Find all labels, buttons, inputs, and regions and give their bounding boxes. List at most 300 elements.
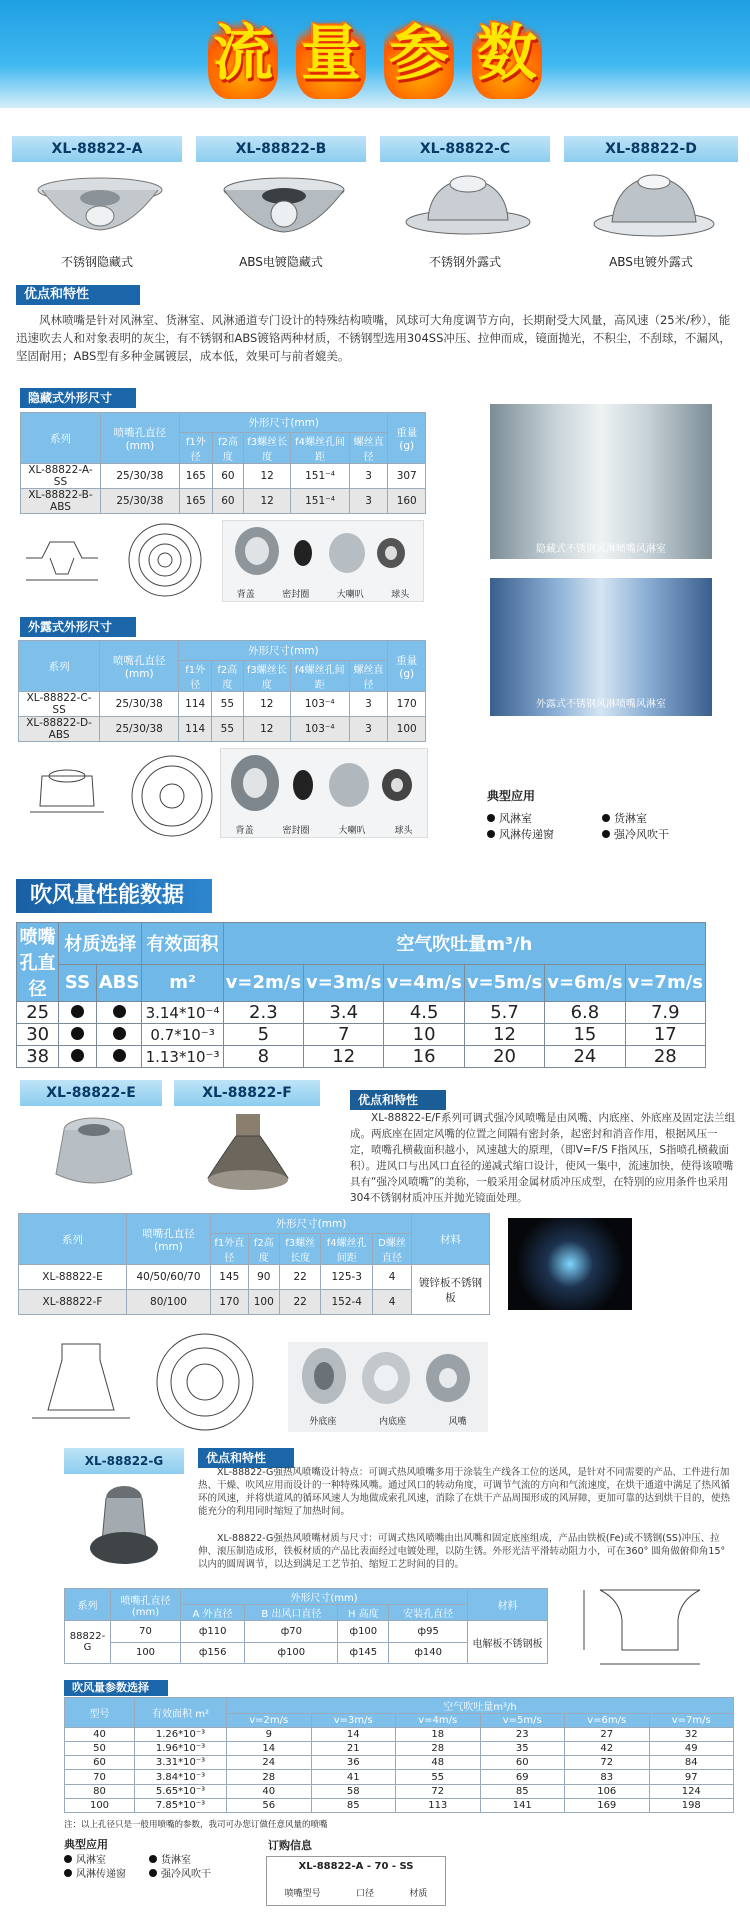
- cell: 38: [17, 1046, 59, 1068]
- col-d2: f2高度: [212, 433, 243, 464]
- cell: 3: [349, 717, 388, 742]
- cell: 35: [480, 1742, 565, 1756]
- col-d5: D螺丝直径: [373, 1234, 412, 1265]
- col-dims: 外形尺寸(mm): [179, 413, 388, 433]
- cell: 25/30/38: [100, 717, 179, 742]
- part-label: 密封圈: [282, 590, 310, 600]
- table-row: [65, 1742, 734, 1756]
- cell: 151⁻⁴: [291, 489, 350, 514]
- caption-b: ABS电镀隐藏式: [239, 255, 323, 269]
- g-perf-heading: 吹风量参数选择: [64, 1680, 168, 1696]
- dot-icon: [113, 1049, 126, 1062]
- cell: 83: [565, 1770, 650, 1784]
- cell: 15: [545, 1024, 625, 1046]
- list-item-label: 风淋传递窗: [499, 828, 554, 841]
- features-text: 风林喷嘴是针对风淋室、货淋室、风淋通道专门设计的特殊结构喷嘴，风球可大角度调节方向，长期耐受大风量，高风速（25米/秒），能迅速吹去人和对象表明的灰尘，有不锈钢和ABS镀铬两种材质，不锈钢型选用304SS冲压、拉伸而成，镜面抛光，不积尘，不刮球，不漏风，坚固耐用；ABS型有多种金属镀层，成本低，效果可与前者媲美。: [16, 313, 731, 363]
- cell: 25/30/38: [100, 464, 179, 489]
- features-heading: 优点和特性: [16, 285, 140, 305]
- cell: 4: [373, 1290, 412, 1315]
- cell: 60: [212, 489, 243, 514]
- cell: 60: [480, 1756, 565, 1770]
- cell: 56: [227, 1798, 312, 1812]
- cell: 145: [211, 1265, 249, 1290]
- cell: 55: [212, 717, 243, 742]
- part-label: 球头: [391, 590, 410, 600]
- photo-caption: 外露式不锈钢风淋喷嘴风淋室: [536, 699, 666, 710]
- hidden-dims-heading: 隐藏式外形尺寸: [20, 388, 136, 408]
- g-dims-table: [64, 1588, 548, 1664]
- cell: 20: [464, 1046, 544, 1068]
- cell: 114: [179, 717, 212, 742]
- cell: ф70: [245, 1621, 338, 1643]
- cell: 97: [649, 1770, 734, 1784]
- col-series: 系列: [19, 641, 100, 692]
- part-label: 大喇叭: [336, 590, 364, 600]
- model-tab-d: XL-88822-D: [564, 136, 738, 162]
- cell: 48: [396, 1756, 481, 1770]
- cell: [96, 1002, 142, 1024]
- cell: 55: [396, 1770, 481, 1784]
- cell: 40/50/60/70: [127, 1265, 211, 1290]
- cell: 165: [179, 489, 212, 514]
- cell: 170: [211, 1290, 249, 1315]
- table-row: [65, 1784, 734, 1798]
- cell: XL-88822-A-SS: [21, 464, 101, 489]
- cell: 170: [388, 692, 426, 717]
- cell: 72: [565, 1756, 650, 1770]
- table-row: [17, 1046, 706, 1068]
- order-box: [266, 1856, 446, 1906]
- cell: XL-88822-E: [19, 1265, 127, 1290]
- exposed-air-shower-photo: [490, 578, 712, 716]
- cell: 25/30/38: [100, 692, 179, 717]
- list-item: [602, 827, 717, 843]
- order-label: 材质: [409, 1889, 428, 1899]
- photo-caption: 隐藏式不锈钢风淋喷嘴风淋室: [536, 544, 666, 555]
- table-row: [65, 1621, 548, 1643]
- performance-table: [16, 922, 706, 1068]
- col-ss: SS: [59, 964, 96, 1001]
- cell: 27: [565, 1728, 650, 1742]
- col-speed: v=6m/s: [545, 964, 625, 1001]
- cell: 12: [244, 464, 291, 489]
- cell: 152-4: [321, 1290, 373, 1315]
- cell: 25: [17, 1002, 59, 1024]
- col-d1: f1外直径: [211, 1234, 249, 1265]
- cell: [59, 1002, 96, 1024]
- cell: 3: [349, 464, 388, 489]
- cell: 41: [311, 1770, 396, 1784]
- col-b: B 出风口直径: [245, 1605, 338, 1621]
- cell: 60: [212, 464, 243, 489]
- hidden-parts-drawing: [223, 521, 423, 583]
- cell: 60: [65, 1756, 135, 1770]
- cell: 28: [396, 1742, 481, 1756]
- col-speed: v=7m/s: [625, 964, 705, 1001]
- list-item: [602, 811, 717, 827]
- list-item-label: 强冷风吹干: [614, 828, 669, 841]
- table-row: [19, 717, 426, 742]
- cell: 114: [179, 692, 212, 717]
- g-perf-note: 注：以上孔径只是一般用喷嘴的参数，我司可办您订做任意风量的喷嘴: [64, 1820, 328, 1830]
- col-speed: v=7m/s: [649, 1714, 734, 1728]
- cell: 2.3: [223, 1002, 303, 1024]
- model-tab-c: XL-88822-C: [380, 136, 550, 162]
- table-row: [19, 692, 426, 717]
- cell: 42: [565, 1742, 650, 1756]
- col-series: 系列: [65, 1589, 111, 1621]
- col-weight: 重量(g): [388, 641, 426, 692]
- title-char: 量: [296, 9, 366, 99]
- cell: 5.65*10⁻³: [135, 1784, 227, 1798]
- list-item: [487, 811, 602, 827]
- cell: 106: [565, 1784, 650, 1798]
- cell: 12: [304, 1046, 384, 1068]
- title-char: 参: [384, 9, 454, 99]
- cell: 307: [388, 464, 426, 489]
- cell: 3: [349, 692, 388, 717]
- cell: 49: [649, 1742, 734, 1756]
- cell: 10: [384, 1024, 464, 1046]
- cell: 40: [65, 1728, 135, 1742]
- g-perf-table: [64, 1697, 734, 1813]
- order-heading: 订购信息: [268, 1839, 312, 1852]
- model-tab-g: XL-88822-G: [64, 1448, 184, 1474]
- features2-heading: 优点和特性: [350, 1090, 446, 1110]
- ef-tunnel-photo: [508, 1218, 632, 1310]
- cell: 85: [480, 1784, 565, 1798]
- cell: 14: [311, 1728, 396, 1742]
- list-item-label: 风淋室: [76, 1855, 106, 1866]
- cell: 100: [388, 717, 426, 742]
- model-tab-e: XL-88822-E: [20, 1080, 162, 1106]
- model-tab-a: XL-88822-A: [12, 136, 182, 162]
- col-speed: v=2m/s: [223, 964, 303, 1001]
- part-label: 风嘴: [448, 1417, 467, 1427]
- cell: 113: [396, 1798, 481, 1812]
- col-d5: 螺丝直径: [349, 433, 388, 464]
- cell: XL-88822-F: [19, 1290, 127, 1315]
- cell: 4: [373, 1265, 412, 1290]
- col-nozzle: 喷嘴孔直径(mm): [111, 1589, 181, 1621]
- cell: 8: [223, 1046, 303, 1068]
- cell: 84: [649, 1756, 734, 1770]
- cell: 100: [248, 1290, 279, 1315]
- cell: 32: [649, 1728, 734, 1742]
- cell: 69: [480, 1770, 565, 1784]
- cell: [59, 1024, 96, 1046]
- features3-text2: XL-88822-G强热风喷嘴材质与尺寸：可调式热风喷嘴由出风嘴和固定底座组成，产品由铁板(Fe)或不锈钢(SS)冲压、拉伸、滚压制造成形，铁板材质的产品比表面经过电镀处理，以防生锈。外形光洁平滑转动阻力小，可在360° 圆角做俯仰角15° 以内的圆周调节，以达到满足工艺节拍、缩短工艺时间的目的。: [198, 1533, 726, 1570]
- cell: 165: [179, 464, 212, 489]
- col-area: 有效面积: [142, 923, 223, 965]
- cell: 58: [311, 1784, 396, 1798]
- col-d2: f2高度: [248, 1234, 279, 1265]
- cell: 18: [396, 1728, 481, 1742]
- table-row: [65, 1756, 734, 1770]
- cell: 40: [227, 1784, 312, 1798]
- typical-apps-list: [487, 811, 717, 843]
- nozzle-f-image: [198, 1108, 298, 1198]
- title-char: 流: [208, 9, 278, 99]
- cell: ф100: [338, 1621, 389, 1643]
- model-tab-f: XL-88822-F: [174, 1080, 320, 1106]
- list-item-label: 风淋传递窗: [76, 1869, 126, 1880]
- cell: 3.4: [304, 1002, 384, 1024]
- order-code: XL-88822-A - 70 - SS: [298, 1861, 414, 1872]
- typical-apps2-heading: 典型应用: [64, 1838, 108, 1851]
- cell: 7.9: [625, 1002, 705, 1024]
- hidden-top-diagram: [120, 520, 210, 600]
- cell: 21: [311, 1742, 396, 1756]
- cell: 5.7: [464, 1002, 544, 1024]
- cell: 160: [388, 489, 426, 514]
- cell: ф145: [338, 1642, 389, 1664]
- ef-top-diagram: [150, 1330, 260, 1434]
- cell: 125-3: [321, 1265, 373, 1290]
- cell: 12: [243, 692, 290, 717]
- cell: 169: [565, 1798, 650, 1812]
- cell: 103⁻⁴: [290, 692, 349, 717]
- cell: 24: [545, 1046, 625, 1068]
- col-d2: f2高度: [212, 661, 243, 692]
- part-label: 背盖: [235, 826, 254, 836]
- col-area: 有效面积 m²: [135, 1698, 227, 1728]
- part-label: 内底座: [378, 1417, 406, 1427]
- col-speed: v=4m/s: [384, 964, 464, 1001]
- cell: 28: [227, 1770, 312, 1784]
- col-d1: f1外径: [179, 433, 212, 464]
- part-label: 密封圈: [282, 826, 310, 836]
- col-h: H 高度: [338, 1605, 389, 1621]
- dot-icon: [71, 1005, 84, 1018]
- g-dimension-diagram: [570, 1580, 730, 1676]
- col-type: 型号: [65, 1698, 135, 1728]
- cell: 100: [65, 1798, 135, 1812]
- cell: ф95: [389, 1621, 468, 1643]
- cell: XL-88822-D-ABS: [19, 717, 100, 742]
- table-row: [65, 1770, 734, 1784]
- page-title: [0, 0, 750, 108]
- dot-icon: [71, 1049, 84, 1062]
- col-speed: v=5m/s: [464, 964, 544, 1001]
- col-d3: f3螺丝长度: [279, 1234, 321, 1265]
- exposed-dims-table: [18, 640, 426, 742]
- exposed-parts-photo: [220, 748, 428, 838]
- cell: 80/100: [127, 1290, 211, 1315]
- cell: 7: [304, 1024, 384, 1046]
- part-label: 外底座: [309, 1417, 337, 1427]
- hidden-dims-table: [20, 412, 426, 514]
- cell: 14: [227, 1742, 312, 1756]
- cell: 9: [227, 1728, 312, 1742]
- part-label: 球头: [394, 826, 413, 836]
- series-cell: 88822-G: [65, 1621, 111, 1664]
- cell: XL-88822-B-ABS: [21, 489, 101, 514]
- cell: 151⁻⁴: [291, 464, 350, 489]
- order-label: 喷嘴型号: [284, 1889, 321, 1899]
- cell: 4.5: [384, 1002, 464, 1024]
- cell: 80: [65, 1784, 135, 1798]
- table-row: [17, 1002, 706, 1024]
- col-speed: v=3m/s: [311, 1714, 396, 1728]
- cell: XL-88822-C-SS: [19, 692, 100, 717]
- col-d4: f4螺丝孔间距: [290, 661, 349, 692]
- col-dims: 外形尺寸(mm): [181, 1589, 468, 1605]
- cell: 72: [396, 1784, 481, 1798]
- col-nozzle: 喷嘴孔直径(mm): [127, 1214, 211, 1265]
- cell: 12: [243, 717, 290, 742]
- list-item-label: 强冷风吹干: [161, 1869, 211, 1880]
- dot-icon: [113, 1005, 126, 1018]
- exposed-parts-drawing: [221, 749, 427, 819]
- col-series: 系列: [21, 413, 101, 464]
- col-series: 系列: [19, 1214, 127, 1265]
- list-item-label: 货淋室: [161, 1855, 191, 1866]
- exposed-dims-heading: 外露式外形尺寸: [20, 617, 136, 637]
- cell: 141: [480, 1798, 565, 1812]
- table-row: [17, 1024, 706, 1046]
- hidden-side-diagram: [22, 528, 102, 588]
- list-item: [149, 1854, 234, 1868]
- ef-parts-photo: [288, 1342, 488, 1432]
- col-speed: v=4m/s: [396, 1714, 481, 1728]
- cell: 198: [649, 1798, 734, 1812]
- cell: 3.31*10⁻³: [135, 1756, 227, 1770]
- nozzle-e-image: [44, 1108, 144, 1196]
- cell: 28: [625, 1046, 705, 1068]
- part-label: 大喇叭: [338, 826, 366, 836]
- nozzle-a-image: [30, 168, 170, 248]
- col-d3: f3螺丝长度: [244, 433, 291, 464]
- col-a: A 外直径: [181, 1605, 245, 1621]
- col-d3: f3螺丝长度: [243, 661, 290, 692]
- cell: 30: [17, 1024, 59, 1046]
- material-cell: 镀锌板不锈钢板: [412, 1265, 490, 1315]
- cell: 5: [223, 1024, 303, 1046]
- typical-apps2-list: [64, 1854, 234, 1882]
- col-speed: v=3m/s: [304, 964, 384, 1001]
- list-item-label: 货淋室: [614, 812, 647, 825]
- cell: 22: [279, 1290, 321, 1315]
- caption-a: 不锈钢隐藏式: [60, 255, 133, 269]
- col-c: 安装孔直径: [389, 1605, 468, 1621]
- dot-icon: [71, 1027, 84, 1040]
- cell: 50: [65, 1742, 135, 1756]
- col-abs: ABS: [96, 964, 142, 1001]
- col-air: 空气吹吐量m³/h: [227, 1698, 734, 1714]
- exposed-top-diagram: [124, 752, 220, 840]
- performance-heading: 吹风量性能数据: [16, 879, 212, 913]
- list-item: [487, 827, 602, 843]
- col-material: 材料: [468, 1589, 548, 1621]
- nozzle-d-image: [584, 160, 724, 250]
- part-label: 背盖: [236, 590, 255, 600]
- cell: 25/30/38: [100, 489, 179, 514]
- cell: 100: [111, 1642, 181, 1664]
- cell: 85: [311, 1798, 396, 1812]
- cell: 12: [244, 489, 291, 514]
- cell: 7.85*10⁻³: [135, 1798, 227, 1812]
- cell: ф110: [181, 1621, 245, 1643]
- features3-heading: 优点和特性: [198, 1448, 294, 1468]
- cell: 16: [384, 1046, 464, 1068]
- list-item-label: 风淋室: [499, 812, 532, 825]
- ef-side-diagram: [22, 1330, 140, 1430]
- features3-text1: XL-88822-G强热风喷嘴设计特点：可调式热风喷嘴多用于涂装生产线各工位的送风，是针对不同需要的产品、工件进行加热、干燥、吹风应用而设计的一种特殊风嘴。通过风口的转动角度，可调节气流的方向和气流速度，在烘干通道中满足了热风循环的风速，并将烘道风的循环风速人为地做成索孔风速，消除了在烘干产品周围形成的风屏障，更加可靠的达到烘干目的，使热能充分的利用同时缩短了加热时间。: [198, 1467, 731, 1517]
- col-dims: 外形尺寸(mm): [211, 1214, 412, 1234]
- table-row: [21, 489, 426, 514]
- cell: [96, 1046, 142, 1068]
- material-cell: 电解板不锈钢板: [468, 1621, 548, 1664]
- col-nozzle: 喷嘴孔直径(mm): [100, 413, 179, 464]
- exposed-side-diagram: [22, 756, 112, 836]
- cell: [59, 1046, 96, 1068]
- cell: 90: [248, 1265, 279, 1290]
- col-air: 空气吹吐量m³/h: [223, 923, 705, 965]
- cell: 124: [649, 1784, 734, 1798]
- cell: [96, 1024, 142, 1046]
- nozzle-b-image: [214, 168, 354, 248]
- cell: 1.26*10⁻³: [135, 1728, 227, 1742]
- cell: 0.7*10⁻³: [142, 1024, 223, 1046]
- table-row: [65, 1728, 734, 1742]
- col-speed: v=6m/s: [565, 1714, 650, 1728]
- cell: 22: [279, 1265, 321, 1290]
- cell: 24: [227, 1756, 312, 1770]
- cell: 23: [480, 1728, 565, 1742]
- cell: ф100: [245, 1642, 338, 1664]
- cell: 103⁻⁴: [290, 717, 349, 742]
- col-dims: 外形尺寸(mm): [179, 641, 388, 661]
- list-item: [64, 1854, 149, 1868]
- col-d5: 螺丝直径: [349, 661, 388, 692]
- nozzle-c-image: [398, 160, 538, 250]
- col-nozzle: 喷嘴孔直径: [17, 923, 59, 1002]
- cell: 17: [625, 1024, 705, 1046]
- hidden-parts-photo: [222, 520, 424, 602]
- table-row: [19, 1265, 490, 1290]
- ef-parts-drawing: [288, 1342, 486, 1410]
- col-speed: v=2m/s: [227, 1714, 312, 1728]
- cell: 3.14*10⁻⁴: [142, 1002, 223, 1024]
- cell: 1.96*10⁻³: [135, 1742, 227, 1756]
- col-d1: f1外径: [179, 661, 212, 692]
- order-label: 口径: [355, 1889, 374, 1899]
- nozzle-g-image: [78, 1480, 164, 1576]
- model-tab-b: XL-88822-B: [196, 136, 366, 162]
- dot-icon: [113, 1027, 126, 1040]
- list-item: [64, 1868, 149, 1882]
- cell: 1.13*10⁻³: [142, 1046, 223, 1068]
- cell: ф140: [389, 1642, 468, 1664]
- col-weight: 重量(g): [388, 413, 426, 464]
- title-char: 数: [472, 9, 542, 99]
- col-d4: f4螺丝孔间距: [321, 1234, 373, 1265]
- hidden-air-shower-photo: [490, 404, 712, 559]
- cell: 36: [311, 1756, 396, 1770]
- col-material: 材质选择: [59, 923, 142, 965]
- col-material: 材料: [412, 1214, 490, 1265]
- col-d4: f4螺丝孔间距: [291, 433, 350, 464]
- features2-text: XL-88822-E/F系列可调式强冷风喷嘴是由风嘴、内底座、外底座及固定法兰组成。两底座在固定风嘴的位置之间隔有密封条，起密封和消音作用，根据风压一定，喷嘴孔横截面积越小，风速越大的原理，（即V=F/S F指风压，S指喷孔横截面积）。进风口与出风口直径的递减式缩口设计，使风一集中，流速加快，使得该喷嘴具有“强冷风喷嘴”的美称，一般采用金属材质冲压成型，在特别的应用条件也采用304不锈钢材质冲压并抛光镜面处理。: [350, 1112, 736, 1204]
- cell: 70: [65, 1770, 135, 1784]
- ef-dims-table: [18, 1213, 490, 1315]
- cell: 6.8: [545, 1002, 625, 1024]
- cell: 55: [212, 692, 243, 717]
- col-speed: v=5m/s: [480, 1714, 565, 1728]
- caption-d: ABS电镀外露式: [609, 255, 693, 269]
- table-row: [21, 464, 426, 489]
